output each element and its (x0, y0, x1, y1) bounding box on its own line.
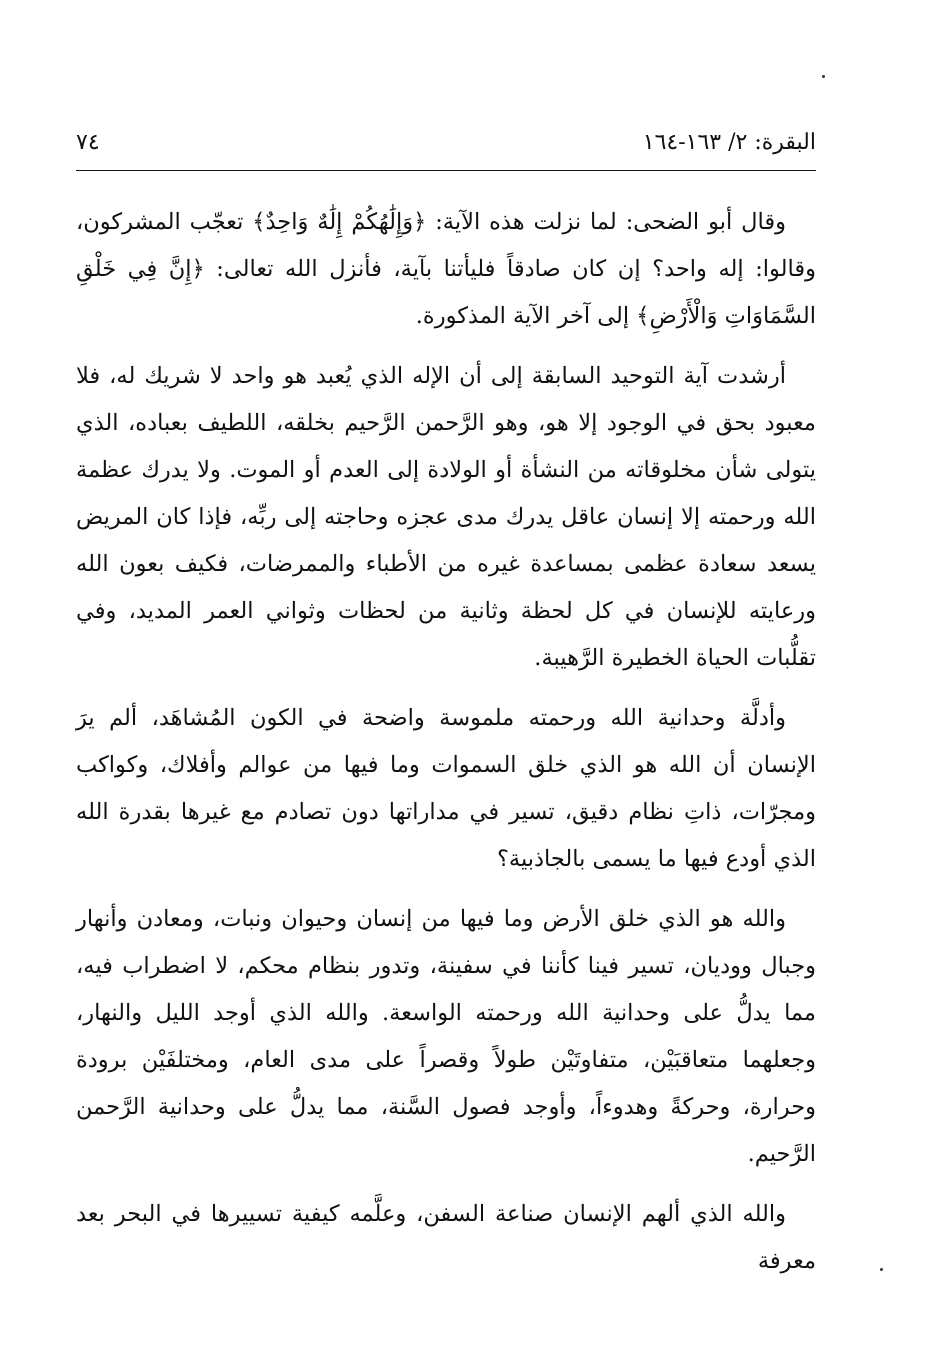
paragraph-4: والله هو الذي خلق الأرض وما فيها من إنسان وحيوان ونبات، ومعادن وأنهار وجبال ووديان، تسير فينا كأننا في سفينة، وتدور بنظام محكم، لا اضطراب فيه، مما يدلُّ على وحدانية الله ورحمته الواسعة. والله الذي أوجد الليل والنهار، وجعلهما متعاقبَيْن، متفاوتَيْن طولاً وقصراً على مدى العام، ومختلفَيْن برودة وحرارة، وحركةً وهدوءاً، وأوجد فصول السَّنة، مما يدلُّ على وحدانية الرَّحمن الرَّحيم. (76, 906, 816, 1167)
page-header (76, 120, 816, 171)
page-body (76, 199, 816, 1285)
running-title: البقرة: ٢/ ١٦٣-١٦٤ (642, 130, 816, 155)
paragraph-3: وأدلَّة وحدانية الله ورحمته ملموسة واضحة في الكون المُشاهَد، ألم يرَ الإنسان أن الله هو الذي خلق السموات وما فيها من عوالم وأفلاك، وكواكب ومجرّات، ذاتِ نظام دقيق، تسير في مداراتها دون تصادم مع غيرها بقدرة الله الذي أودع فيها ما يسمى بالجاذبية؟ (76, 705, 816, 872)
book-page (76, 120, 816, 1350)
paragraph-1: وقال أبو الضحى: لما نزلت هذه الآية: ﴿وَإِلَٰهُكُمْ إِلَٰهٌ وَاحِدٌ﴾ تعجّب المشركون، وقالوا: إله واحد؟ إن كان صادقاً فليأتنا بآية، فأنزل الله تعالى: ﴿إِنَّ فِي خَلْقِ السَّمَاوَاتِ وَالْأَرْضِ﴾ إلى آخر الآية المذكورة. (76, 209, 816, 329)
paragraph-2: أرشدت آية التوحيد السابقة إلى أن الإله الذي يُعبد هو واحد لا شريك له، فلا معبود بحق في الوجود إلا هو، وهو الرَّحمن الرَّحيم بخلقه، اللطيف بعباده، الذي يتولى شأن مخلوقاته من النشأة أو الولادة إلى العدم أو الموت. ولا يدرك عظمة الله ورحمته إلا إنسان عاقل يدرك مدى عجزه وحاجته إلى ربِّه، فإذا كان المريض يسعد سعادة عظمى بمساعدة غيره من الأطباء والممرضات، فكيف بعون الله ورعايته للإنسان في كل لحظة وثانية من لحظات وثواني العمر المديد، وفي تقلُّبات الحياة الخطيرة الرَّهيبة. (76, 363, 816, 671)
scan-speck-top (822, 75, 825, 78)
paragraph-5: والله الذي ألهم الإنسان صناعة السفن، وعلَّمه كيفية تسييرها في البحر بعد معرفة (76, 1201, 816, 1274)
scan-speck-bottom (880, 1268, 883, 1271)
page-number: ٧٤ (76, 130, 100, 155)
